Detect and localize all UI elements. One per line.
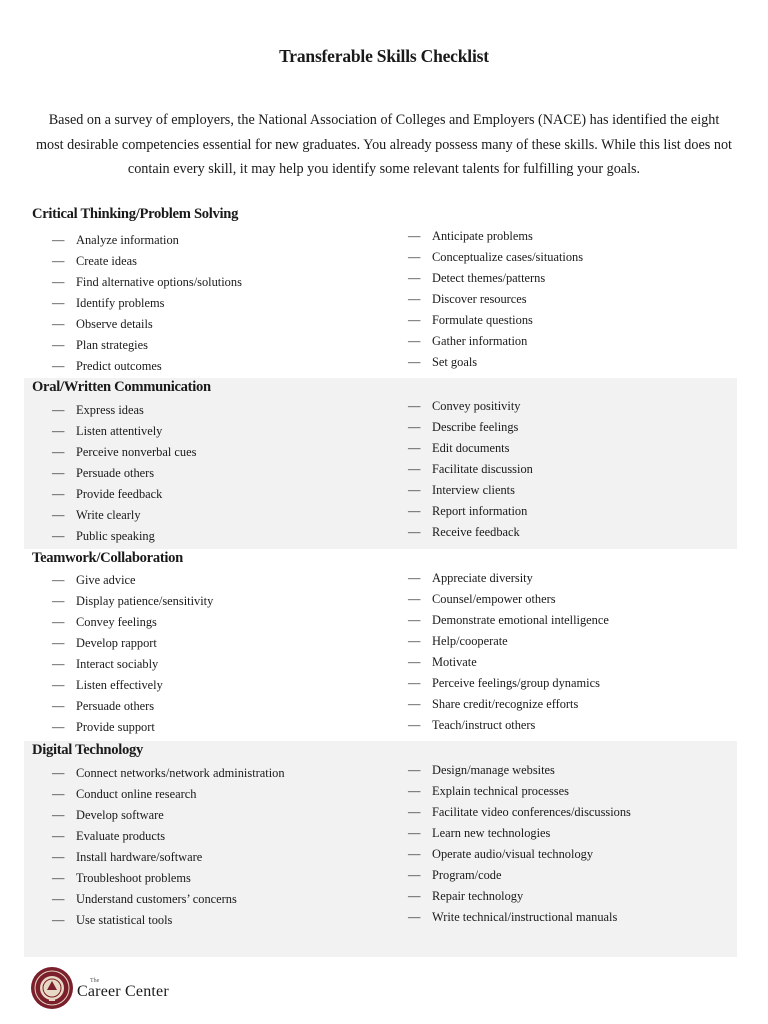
- skill-label: Listen attentively: [76, 424, 163, 438]
- skill-label: Convey positivity: [432, 399, 521, 413]
- dash-bullet: —: [52, 787, 65, 801]
- dash-bullet: —: [52, 678, 65, 692]
- dash-bullet: —: [52, 233, 65, 247]
- dash-bullet: —: [408, 655, 421, 669]
- dash-bullet: —: [52, 871, 65, 885]
- brand-prefix: The: [90, 978, 100, 984]
- dash-bullet: —: [52, 766, 65, 780]
- section-teamwork: [24, 549, 737, 741]
- dash-bullet: —: [52, 829, 65, 843]
- section-communication: [24, 378, 737, 549]
- skill-label: Report information: [432, 504, 528, 518]
- skill-label: Give advice: [76, 573, 136, 587]
- skill-label: Interview clients: [432, 483, 515, 497]
- dash-bullet: —: [52, 275, 65, 289]
- dash-bullet: —: [52, 254, 65, 268]
- skill-label: Help/cooperate: [432, 634, 508, 648]
- dash-bullet: —: [52, 403, 65, 417]
- dash-bullet: —: [52, 892, 65, 906]
- skill-label: Design/manage websites: [432, 763, 555, 777]
- dash-bullet: —: [408, 697, 421, 711]
- dash-bullet: —: [52, 573, 65, 587]
- skill-label: Motivate: [432, 655, 477, 669]
- dash-bullet: —: [52, 487, 65, 501]
- dash-bullet: —: [408, 613, 421, 627]
- dash-bullet: —: [408, 313, 421, 327]
- section-title: Critical Thinking/Problem Solving: [32, 206, 239, 222]
- career-center-logo: [30, 966, 230, 1012]
- skill-label: Teach/instruct others: [432, 718, 536, 732]
- skill-label: Share credit/recognize efforts: [432, 697, 579, 711]
- skill-label: Predict outcomes: [76, 359, 162, 373]
- dash-bullet: —: [52, 594, 65, 608]
- section-digital-technology: [24, 741, 737, 957]
- skill-label: Persuade others: [76, 466, 155, 480]
- skill-label: Set goals: [432, 355, 478, 369]
- dash-bullet: —: [408, 571, 421, 585]
- intro-paragraph: Based on a survey of employers, the National Association of Colleges and Employers (NACE) has identified the eight most desirable competencies essential for new graduates. You already possess many of these skills. While this list does not contain every skill, it may help you identify some relevant talents for fulfilling your goals.: [36, 112, 732, 177]
- skill-label: Write clearly: [76, 508, 141, 522]
- dash-bullet: —: [52, 850, 65, 864]
- dash-bullet: —: [408, 525, 421, 539]
- skill-label: Persuade others: [76, 699, 155, 713]
- section-title: Oral/Written Communication: [32, 379, 211, 395]
- skill-label: Install hardware/software: [76, 850, 203, 864]
- dash-bullet: —: [408, 334, 421, 348]
- dash-bullet: —: [52, 508, 65, 522]
- dash-bullet: —: [52, 359, 65, 373]
- section-title: Digital Technology: [32, 742, 143, 758]
- dash-bullet: —: [408, 868, 421, 882]
- skill-label: Perceive feelings/group dynamics: [432, 676, 600, 690]
- skill-label: Develop rapport: [76, 636, 157, 650]
- dash-bullet: —: [52, 913, 65, 927]
- dash-bullet: —: [408, 784, 421, 798]
- skill-label: Edit documents: [432, 441, 510, 455]
- skill-label: Use statistical tools: [76, 913, 173, 927]
- dash-bullet: —: [52, 424, 65, 438]
- skill-label: Facilitate discussion: [432, 462, 533, 476]
- skill-label: Describe feelings: [432, 420, 519, 434]
- skill-label: Conduct online research: [76, 787, 197, 801]
- dash-bullet: —: [408, 483, 421, 497]
- skill-label: Evaluate products: [76, 829, 166, 843]
- dash-bullet: —: [408, 420, 421, 434]
- skill-label: Explain technical processes: [432, 784, 569, 798]
- dash-bullet: —: [52, 615, 65, 629]
- skill-label: Interact sociably: [76, 657, 159, 671]
- skill-label: Appreciate diversity: [432, 571, 533, 585]
- skill-label: Express ideas: [76, 403, 144, 417]
- brand-name: Career Center: [77, 983, 169, 1000]
- dash-bullet: —: [52, 720, 65, 734]
- dash-bullet: —: [408, 592, 421, 606]
- skill-label: Analyze information: [76, 233, 179, 247]
- dash-bullet: —: [408, 889, 421, 903]
- skill-label: Listen effectively: [76, 678, 163, 692]
- skill-label: Plan strategies: [76, 338, 148, 352]
- dash-bullet: —: [408, 229, 421, 243]
- dash-bullet: —: [408, 292, 421, 306]
- skill-label: Learn new technologies: [432, 826, 551, 840]
- skill-label: Formulate questions: [432, 313, 533, 327]
- skill-label: Program/code: [432, 868, 502, 882]
- skill-label: Receive feedback: [432, 525, 520, 539]
- dash-bullet: —: [52, 445, 65, 459]
- dash-bullet: —: [52, 808, 65, 822]
- skill-label: Gather information: [432, 334, 528, 348]
- dash-bullet: —: [408, 399, 421, 413]
- dash-bullet: —: [52, 338, 65, 352]
- skill-label: Demonstrate emotional intelligence: [432, 613, 609, 627]
- skill-label: Detect themes/patterns: [432, 271, 546, 285]
- section-critical-thinking: [24, 206, 737, 378]
- skill-label: Facilitate video conferences/discussions: [432, 805, 631, 819]
- dash-bullet: —: [408, 847, 421, 861]
- dash-bullet: —: [408, 718, 421, 732]
- skill-label: Conceptualize cases/situations: [432, 250, 584, 264]
- skill-label: Observe details: [76, 317, 153, 331]
- dash-bullet: —: [408, 355, 421, 369]
- dash-bullet: —: [408, 250, 421, 264]
- skill-label: Convey feelings: [76, 615, 157, 629]
- skill-label: Provide feedback: [76, 487, 163, 501]
- dash-bullet: —: [408, 462, 421, 476]
- skill-label: Find alternative options/solutions: [76, 275, 242, 289]
- skill-label: Develop software: [76, 808, 164, 822]
- skill-label: Create ideas: [76, 254, 137, 268]
- university-seal-icon: [30, 966, 74, 1010]
- dash-bullet: —: [52, 296, 65, 310]
- skill-label: Repair technology: [432, 889, 524, 903]
- skill-label: Operate audio/visual technology: [432, 847, 594, 861]
- skill-label: Perceive nonverbal cues: [76, 445, 197, 459]
- skill-label: Anticipate problems: [432, 229, 533, 243]
- skill-label: Counsel/empower others: [432, 592, 556, 606]
- dash-bullet: —: [52, 529, 65, 543]
- skill-label: Public speaking: [76, 529, 155, 543]
- skill-label: Troubleshoot problems: [76, 871, 191, 885]
- skill-label: Write technical/instructional manuals: [432, 910, 618, 924]
- skill-label: Discover resources: [432, 292, 527, 306]
- dash-bullet: —: [52, 466, 65, 480]
- dash-bullet: —: [408, 910, 421, 924]
- dash-bullet: —: [52, 699, 65, 713]
- page-title: Transferable Skills Checklist: [279, 46, 489, 66]
- skill-label: Identify problems: [76, 296, 165, 310]
- dash-bullet: —: [408, 763, 421, 777]
- dash-bullet: —: [408, 676, 421, 690]
- dash-bullet: —: [52, 657, 65, 671]
- dash-bullet: —: [52, 317, 65, 331]
- dash-bullet: —: [408, 805, 421, 819]
- dash-bullet: —: [408, 504, 421, 518]
- dash-bullet: —: [52, 636, 65, 650]
- dash-bullet: —: [408, 271, 421, 285]
- skill-label: Understand customers’ concerns: [76, 892, 237, 906]
- skill-label: Display patience/sensitivity: [76, 594, 214, 608]
- skill-label: Connect networks/network administration: [76, 766, 285, 780]
- dash-bullet: —: [408, 634, 421, 648]
- skill-label: Provide support: [76, 720, 155, 734]
- section-title: Teamwork/Collaboration: [32, 550, 183, 566]
- dash-bullet: —: [408, 441, 421, 455]
- dash-bullet: —: [408, 826, 421, 840]
